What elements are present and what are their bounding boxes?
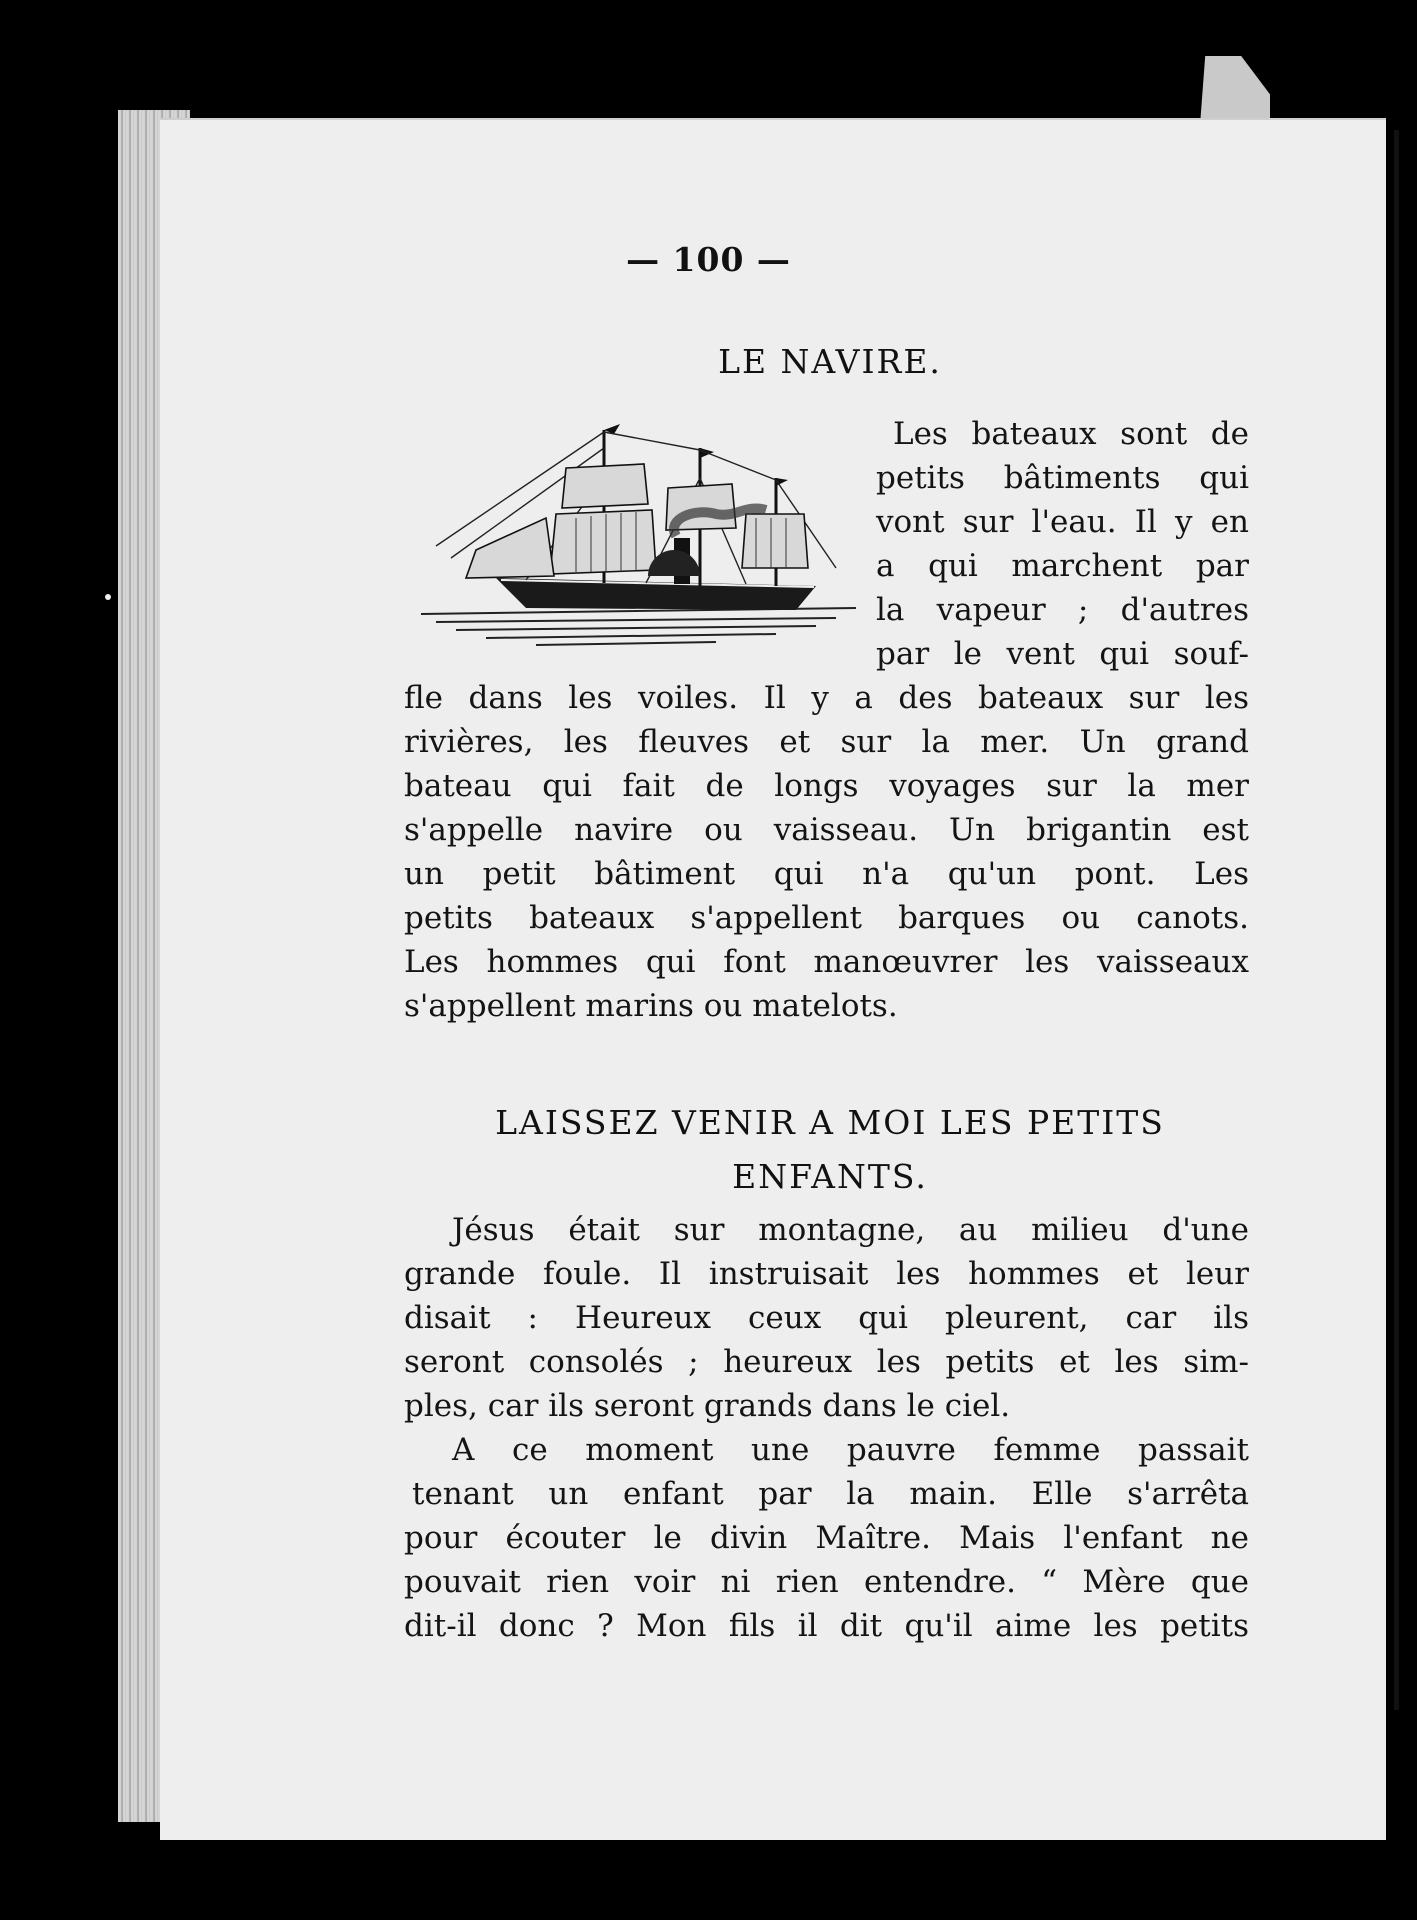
paragraph-line: Jésus était sur montagne, au milieu d'une — [452, 1212, 1249, 1248]
paragraph-line: fle dans les voiles. Il y a des bateaux sur les — [404, 680, 1249, 716]
paragraph-line: a qui marchent par — [876, 548, 1249, 584]
paragraph-line: A ce moment une pauvre femme passait — [452, 1432, 1249, 1468]
paragraph-line: dit-il donc ? Mon fils il dit qu'il aime les petits — [404, 1608, 1249, 1644]
section-title-line-2: ENFANTS. — [732, 1157, 928, 1196]
paragraph-line: par le vent qui souf- — [876, 636, 1249, 672]
section-title-line-1: LAISSEZ VENIR A MOI LES PETITS — [495, 1103, 1165, 1142]
paragraph-line: s'appelle navire ou vaisseau. Un brigantin est — [404, 812, 1249, 848]
paragraph-line: s'appellent marins ou matelots. — [404, 988, 898, 1024]
paragraph-line: un petit bâtiment qui n'a qu'un pont. Les — [404, 856, 1249, 892]
section-title-laissez-venir — [400, 1096, 1260, 1204]
paragraph-line: pouvait rien voir ni rien entendre. “ Mère que — [404, 1564, 1249, 1600]
paragraph-line: petits bâtiments qui — [876, 460, 1249, 496]
paragraph-line: vont sur l'eau. Il y en — [876, 504, 1249, 540]
section-title-le-navire: LE NAVIRE. — [718, 342, 942, 381]
paragraph-line: disait : Heureux ceux qui pleurent, car ils — [404, 1300, 1249, 1336]
paragraph-line: petits bateaux s'appellent barques ou canots. — [404, 900, 1249, 936]
paragraph-line: ples, car ils seront grands dans le ciel. — [404, 1388, 1011, 1424]
scan-speck — [1356, 636, 1362, 642]
paragraph-line: Les bateaux sont de — [893, 416, 1249, 452]
page-right-edge — [1394, 130, 1399, 1710]
paragraph-line: la vapeur ; d'autres — [876, 592, 1249, 628]
paragraph-line: bateau qui fait de longs voyages sur la mer — [404, 768, 1249, 804]
paragraph-line: Les hommes qui font manœuvrer les vaisseaux — [404, 944, 1249, 980]
steamship-illustration — [416, 418, 866, 650]
paragraph-line: pour écouter le divin Maître. Mais l'enfant ne — [404, 1520, 1249, 1556]
paragraph-line: seront consolés ; heureux les petits et les sim- — [404, 1344, 1249, 1380]
paragraph-line: grande foule. Il instruisait les hommes et leur — [404, 1256, 1249, 1292]
page-number: — 100 — — [626, 240, 791, 279]
scan-speck — [105, 594, 111, 600]
paragraph-line: tenant un enfant par la main. Elle s'arrêta — [412, 1476, 1249, 1512]
paragraph-line: rivières, les fleuves et sur la mer. Un grand — [404, 724, 1249, 760]
